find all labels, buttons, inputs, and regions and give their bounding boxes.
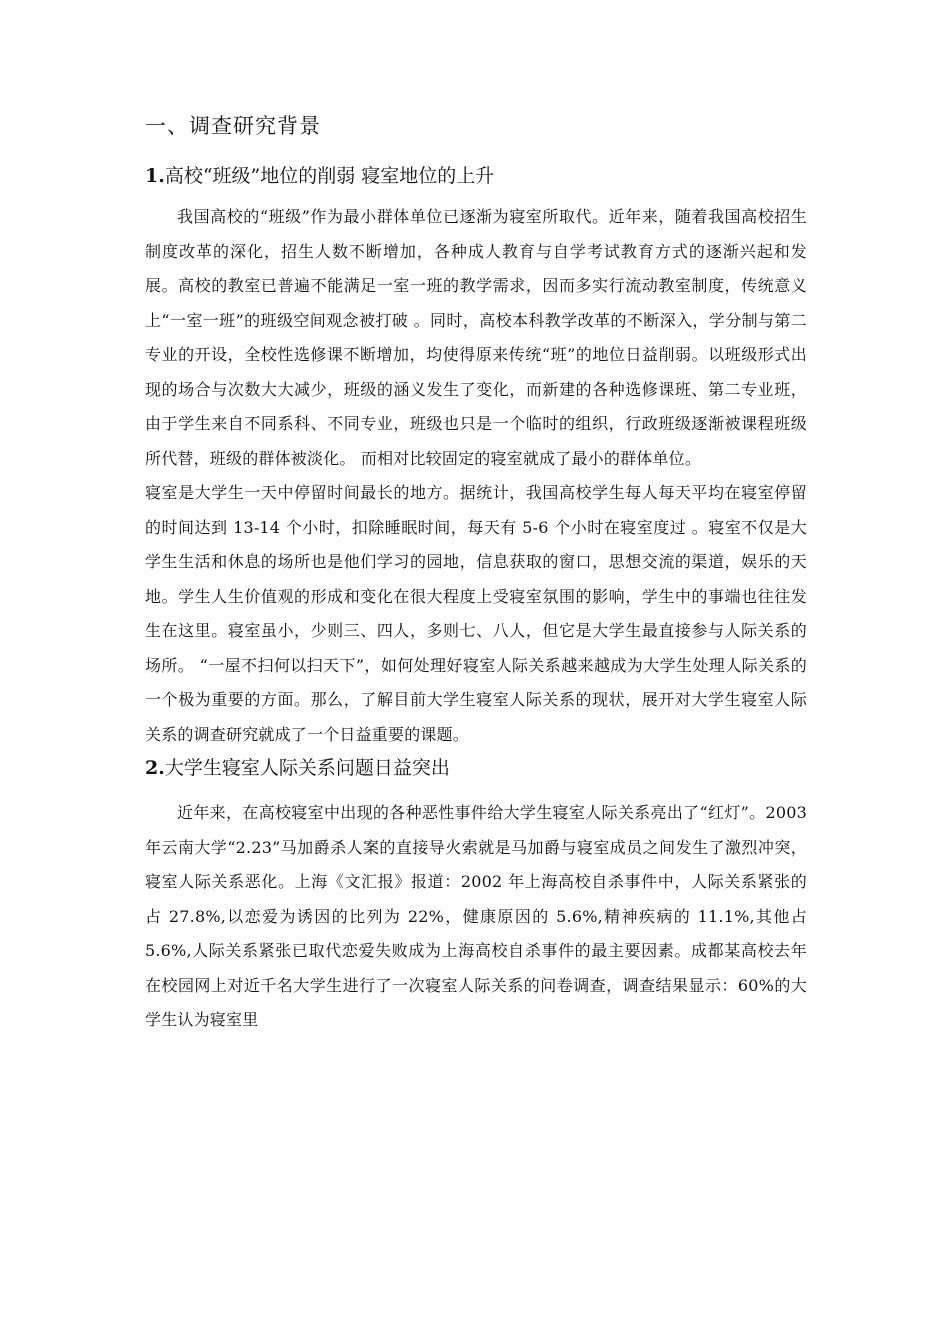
document-page	[145, 112, 807, 1038]
subsection-2-title: 大学生寝室人际关系问题日益突出	[164, 757, 450, 779]
subsection-1-paragraph-2: 寝室是大学生一天中停留时间最长的地方。据统计，我国高校学生每人每天平均在寝室停留的时间达到 13-14 个小时，扣除睡眠时间，每天有 5-6 个小时在寝室度过 。寝室不仅是大学生生活和休息的场所也是他们学习的园地，信息获取的窗口，思想交流的渠道，娱乐的天地。学生人生价值观的形成和变化在很大程度上受寝室氛围的影响，学生中的事端也往往发生在这里。寝室虽小，少则三、四人，多则七、八人，但它是大学生最直接参与人际关系的场所。 “一屋不扫何以扫天下”，如何处理好寝室人际关系越来越成为大学生处理人际关系的一个极为重要的方面。那么，了解目前大学生寝室人际关系的现状，展开对大学生寝室人际关系的调查研究就成了一个日益重要的课题。	[145, 483, 807, 744]
subsection-2-heading	[145, 754, 807, 782]
section-title: 一、调查研究背景	[145, 114, 321, 138]
subsection-2-number: 2.	[145, 757, 165, 779]
subsection-1-paragraph-1: 我国高校的“班级”作为最小群体单位已逐渐为寝室所取代。近年来，随着我国高校招生制度改革的深化，招生人数不断增加，各种成人教育与自学考试教育方式的逐渐兴起和发展。高校的教室已普遍不能满足一室一班的教学需求，因而多实行流动教室制度，传统意义上“一室一班”的班级空间观念被打破 。同时，高校本科教学改革的不断深入，学分制与第二专业的开设，全校性选修课不断增加，均使得原来传统“班”的地位日益削弱。以班级形式出现的场合与次数大大减少，班级的涵义发生了变化，而新建的各种选修课班、第二专业班，由于学生来自不同系科、不同专业，班级也只是一个临时的组织，行政班级逐渐被课程班级所代替，班级的群体被淡化。 而相对比较固定的寝室就成了最小的群体单位。	[145, 207, 807, 468]
subsection-1-heading	[145, 162, 807, 190]
subsection-1-number: 1.	[145, 165, 165, 187]
subsection-2-paragraph-1: 近年来，在高校寝室中出现的各种恶性事件给大学生寝室人际关系亮出了“红灯”。2003 年云南大学“2.23”马加爵杀人案的直接导火索就是马加爵与寝室成员之间发生了激烈冲突，寝室人际关系恶化。上海《文汇报》报道：2002 年上海高校自杀事件中，人际关系紧张的占 27.8%,以恋爱为诱因的比列为 22%，健康原因的 5.6%,精神疾病的 11.1%,其他占 5.6%,人际关系紧张已取代恋爱失败成为上海高校自杀事件的最主要因素。成都某高校去年在校园网上对近千名大学生进行了一次寝室人际关系的问卷调查，调查结果显示：60%的大学生认为寝室里	[145, 803, 807, 1029]
subsection-1-title: 高校“班级”地位的削弱 寝室地位的上升	[164, 165, 495, 187]
